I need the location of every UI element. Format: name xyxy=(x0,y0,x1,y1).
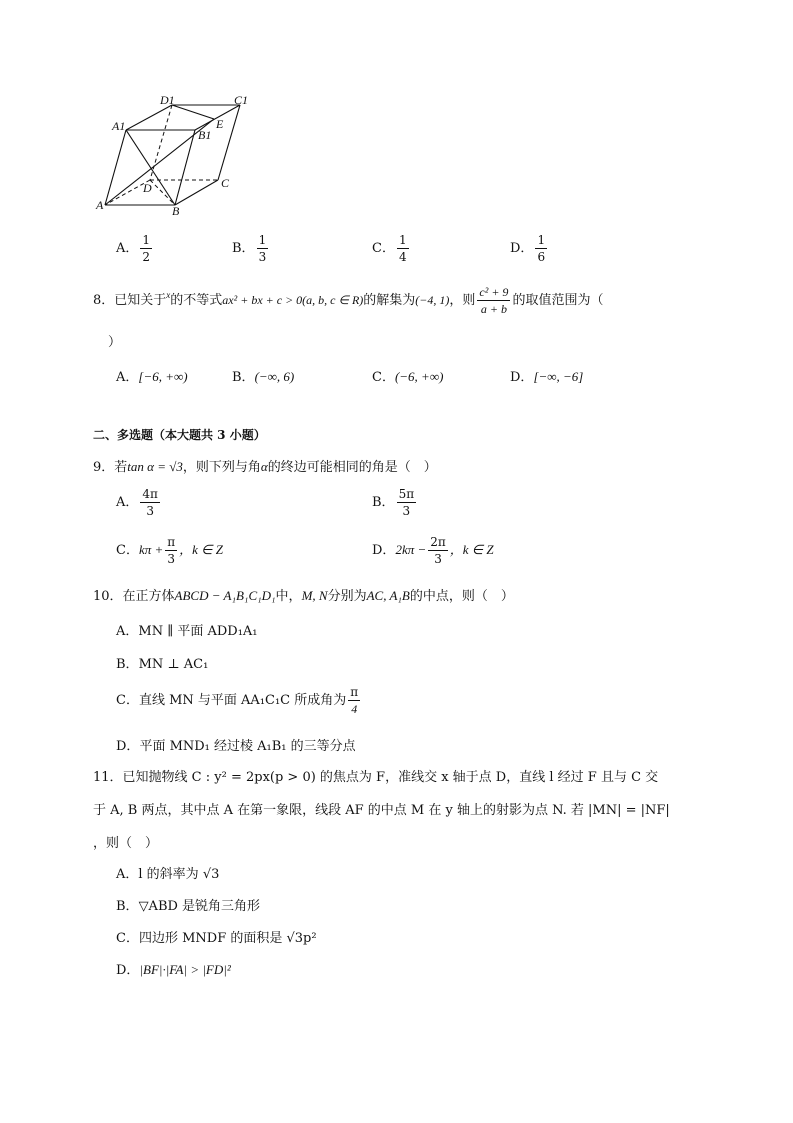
q7-option-b[interactable] xyxy=(232,234,270,263)
option-post: ，k ∈ Z xyxy=(449,542,494,557)
q10-option-b[interactable] xyxy=(116,653,208,672)
option-text: MN ⊥ AC₁ xyxy=(138,657,209,672)
option-letter: B． xyxy=(116,657,139,672)
label-d: D xyxy=(143,181,152,195)
frac-num: 1 xyxy=(142,233,151,247)
frac-num: 1 xyxy=(258,233,267,247)
option-text: (−6, +∞) xyxy=(394,369,444,384)
option-letter: A． xyxy=(116,370,139,385)
option-letter: D． xyxy=(510,370,534,385)
frac-num: 1 xyxy=(398,233,407,247)
q10-mn: M, N xyxy=(301,588,328,603)
q8-option-a[interactable] xyxy=(116,366,188,385)
frac-den: 4 xyxy=(398,250,407,264)
frac-num: π xyxy=(350,685,359,699)
q10-cube: ABCD − A₁B₁C₁D₁ xyxy=(174,588,276,603)
q10-points: AC, A₁B xyxy=(366,588,410,603)
q8-frac-num: c² + 9 xyxy=(479,285,509,299)
q9-option-b[interactable] xyxy=(372,488,418,517)
q9-tail2: 的终边可能相同的角是（ ） xyxy=(267,460,437,475)
q11-option-a[interactable] xyxy=(116,863,219,882)
q7-option-c[interactable] xyxy=(372,234,411,263)
option-letter: A． xyxy=(116,624,139,639)
q9-alpha: α xyxy=(260,459,268,474)
option-letter: C． xyxy=(372,370,395,385)
option-letter: D． xyxy=(510,241,534,256)
label-c1: C1 xyxy=(234,93,249,107)
frac-num: π xyxy=(167,535,176,549)
q8-mid2: 的解集为 xyxy=(363,293,416,308)
q10-option-c[interactable] xyxy=(116,686,362,715)
q7-option-a[interactable] xyxy=(116,234,154,263)
option-letter: C． xyxy=(372,241,395,256)
option-text: 平面 MND₁ 经过棱 A₁B₁ 的三等分点 xyxy=(139,739,356,754)
option-text: |BF|·|FA| > |FD|² xyxy=(139,962,231,977)
q8-mid3: ，则 xyxy=(449,293,476,308)
option-text: (−∞, 6) xyxy=(254,369,295,384)
frac-den: 3 xyxy=(146,504,154,518)
frac-num: 2π xyxy=(430,535,446,549)
q10-option-a[interactable] xyxy=(116,620,258,639)
section-heading: 二、多选题（本大题共 3 小题） xyxy=(93,428,266,442)
option-text: [−6, +∞) xyxy=(138,369,188,384)
label-c: C xyxy=(221,176,230,190)
q11-line3: ，则（ ） xyxy=(93,836,159,851)
label-a: A xyxy=(96,198,104,212)
q8-mid: 的不等式 xyxy=(170,293,223,308)
option-letter: A． xyxy=(116,241,139,256)
q8-stem xyxy=(93,286,603,315)
option-pre: 2kπ − xyxy=(395,542,427,557)
q11-line2: 于 A, B 两点，其中点 A 在第一象限，线段 AF 的中点 M 在 y 轴上的射影为点 N. 若 |MN| = |NF| xyxy=(93,803,670,818)
frac-num: 4π xyxy=(142,487,158,501)
q9-condition: tan α = √3 xyxy=(127,459,183,474)
q10-mid: 中， xyxy=(275,589,302,604)
q9-tail: ，则下列与角 xyxy=(182,460,261,475)
q11-option-c[interactable] xyxy=(116,927,317,946)
q9-stem xyxy=(93,456,437,475)
option-post: ，k ∈ Z xyxy=(179,542,223,557)
option-letter: A． xyxy=(116,495,139,510)
q10-tail: 的中点，则（ ） xyxy=(409,589,514,604)
q8-solution-set: (−4, 1) xyxy=(415,293,450,307)
frac-num: 5π xyxy=(398,487,415,501)
q10-prefix: 10．在正方体 xyxy=(93,589,175,604)
q8-frac-den: a + b xyxy=(480,302,507,316)
option-text: 直线 MN 与平面 AA₁C₁C 所成角为 xyxy=(138,693,347,708)
option-text: 四边形 MNDF 的面积是 √3p² xyxy=(138,931,317,946)
q9-option-d[interactable] xyxy=(372,536,494,565)
frac-den: 2 xyxy=(142,250,151,264)
q10-option-d[interactable] xyxy=(116,735,356,754)
option-letter: A． xyxy=(116,867,139,882)
frac-den: 6 xyxy=(537,250,546,264)
q8-option-c[interactable] xyxy=(372,366,443,385)
frac-den: 3 xyxy=(402,504,411,518)
option-letter: C． xyxy=(116,693,139,708)
option-pre: kπ + xyxy=(138,542,164,557)
q9-option-a[interactable] xyxy=(116,488,162,517)
option-letter: B． xyxy=(232,241,255,256)
q8-prefix: 8．已知关于 xyxy=(93,293,167,308)
frac-num: 1 xyxy=(537,233,546,247)
q8-tail: 的取值范围为（ xyxy=(512,293,604,308)
option-letter: B． xyxy=(116,899,139,914)
option-letter: B． xyxy=(232,370,255,385)
frac-den: 3 xyxy=(167,552,176,566)
option-letter: D． xyxy=(116,963,140,978)
option-text: l 的斜率为 √3 xyxy=(138,867,220,882)
q10-mid2: 分别为 xyxy=(327,589,367,604)
q11-option-d[interactable] xyxy=(116,959,231,978)
q11-option-b[interactable] xyxy=(116,895,260,914)
label-e: E xyxy=(216,117,224,131)
q11-line1: 11．已知抛物线 C : y² = 2px(p > 0) 的焦点为 F，准线交 x 轴于点 D，直线 l 经过 F 且与 C 交 xyxy=(93,770,659,785)
q10-stem xyxy=(93,585,514,604)
option-text: [−∞, −6] xyxy=(533,369,584,384)
label-b: B xyxy=(172,204,180,218)
q9-prefix: 9．若 xyxy=(93,460,128,475)
label-a1: A1 xyxy=(112,119,126,133)
q8-option-d[interactable] xyxy=(510,366,583,385)
label-d1: D1 xyxy=(160,93,175,107)
q8-option-b[interactable] xyxy=(232,366,294,385)
option-letter: C． xyxy=(116,543,139,558)
q7-option-d[interactable] xyxy=(510,234,549,263)
q8-close-paren: ） xyxy=(108,335,122,350)
frac-den: 3 xyxy=(434,552,442,566)
label-b1: B1 xyxy=(198,128,212,142)
option-letter: D． xyxy=(116,739,140,754)
q8-var-x: x xyxy=(166,290,171,300)
q9-option-c[interactable] xyxy=(116,536,223,565)
q8-inequality: ax² + bx + c > 0(a, b, c ∈ R) xyxy=(222,293,364,307)
option-text: ▽ABD 是锐角三角形 xyxy=(138,899,261,914)
option-text: MN ∥ 平面 ADD₁A₁ xyxy=(138,624,258,639)
option-letter: B． xyxy=(372,495,395,510)
frac-den: 4 xyxy=(351,702,358,716)
option-letter: D． xyxy=(372,543,396,558)
option-letter: C． xyxy=(116,931,139,946)
frac-den: 3 xyxy=(258,250,267,264)
